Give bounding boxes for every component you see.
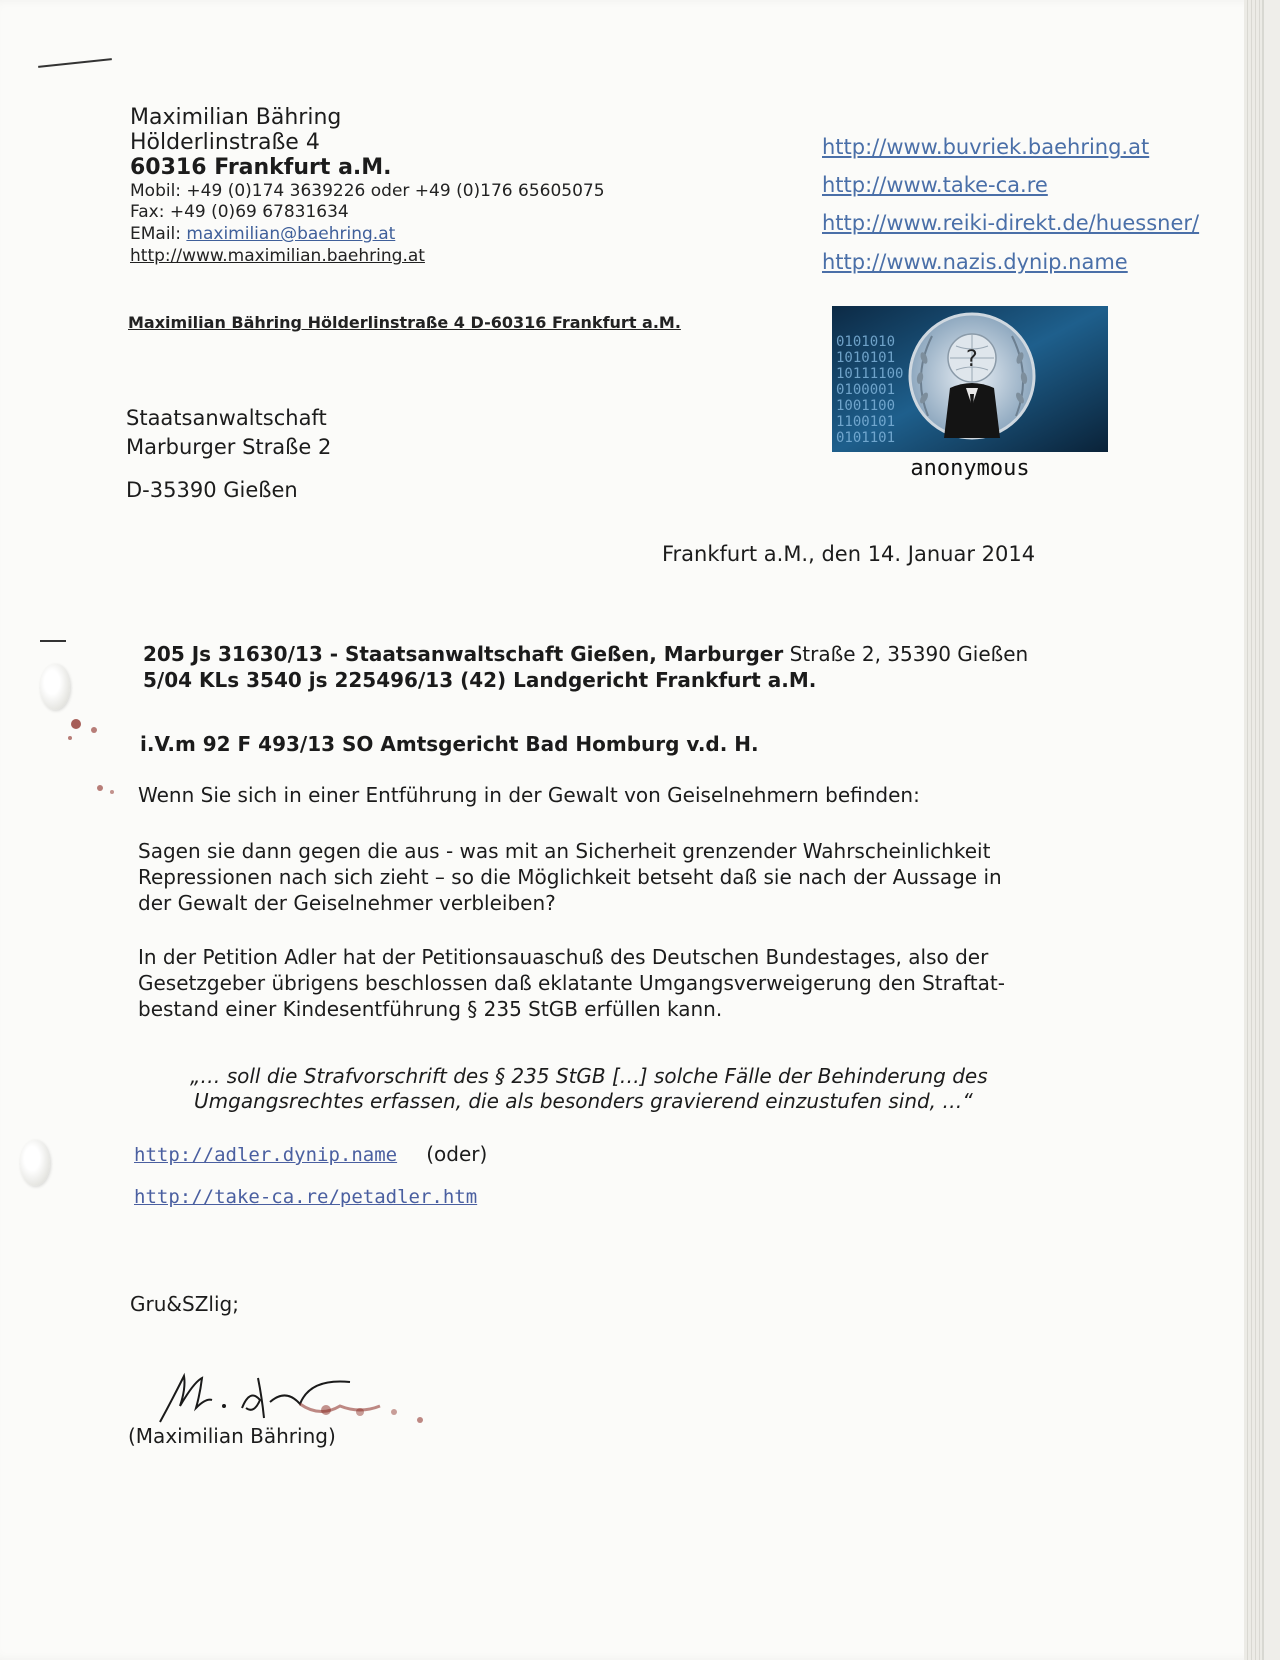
binary-row-4: 0100001 <box>836 382 896 398</box>
paragraph-2-line-1: Sagen sie dann gegen die aus - was mit an Sicherheit grenzender Wahrscheinlichkeit <box>138 839 991 863</box>
web-link-take-care[interactable]: http://www.take-ca.re <box>822 173 1048 198</box>
paragraph-2-line-2: Repressionen nach sich zieht – so die Möglichkeit betseht daß sie nach der Aussage in <box>138 865 1002 889</box>
web-link-buvriek[interactable]: http://www.buvriek.baehring.at <box>822 135 1150 159</box>
stain-spots-left <box>60 700 140 800</box>
paragraph-3-line-1: In der Petition Adler hat der Petitionsauaschuß des Deutschen Bundestages, also der <box>138 945 989 969</box>
binary-row-5: 1001100 <box>836 398 896 414</box>
binary-row-3: 10111100 <box>836 366 904 382</box>
recipient-line-1: Staatsanwaltschaft <box>126 406 327 430</box>
quote-line-1: „… soll die Strafvorschrift des § 235 StGB […] solche Fälle der Behinderung des <box>190 1064 988 1088</box>
sender-city: 60316 Frankfurt a.M. <box>130 154 392 180</box>
paragraph-3-line-3: bestand einer Kindesentführung § 235 StGB erfüllen kann. <box>138 997 723 1021</box>
letter-date: Frankfurt a.M., den 14. Januar 2014 <box>662 542 1036 566</box>
paragraph-3-line-2: Gesetzgeber übrigens beschlossen daß eklatante Umgangsverweigerung den Straftat- <box>138 971 1005 995</box>
quoted-passage <box>190 1064 1010 1114</box>
petition-link-adler[interactable]: http://adler.dynip.name <box>134 1144 398 1166</box>
petition-link-row <box>134 1142 487 1166</box>
margin-mark-top <box>38 58 112 68</box>
anonymous-logo <box>832 306 1108 452</box>
reference-2: 5/04 KLs 3540 js 225496/13 (42) Landgericht Frankfurt a.M. <box>143 667 817 692</box>
body-paragraph-2 <box>138 838 1018 916</box>
sender-name: Maximilian Bähring <box>130 105 342 130</box>
paper-edge-stack <box>1244 0 1262 1660</box>
petition-link-row-2 <box>134 1186 477 1208</box>
sender-address <box>130 106 605 268</box>
reference-1-bold: 205 Js 31630/13 - Staatsanwaltschaft Gießen, Marburger <box>143 642 784 666</box>
anonymous-mask-logo-icon <box>832 306 1108 452</box>
web-links-list <box>822 128 1199 281</box>
web-link-nazis-dynip[interactable]: http://www.nazis.dynip.name <box>822 249 1128 274</box>
return-address-line: Maximilian Bähring Hölderlinstraße 4 D-60316 Frankfurt a.M. <box>128 313 681 332</box>
punch-hole-bottom <box>20 1140 50 1186</box>
recipient-address <box>126 404 331 505</box>
signer-name: (Maximilian Bähring) <box>128 1424 336 1448</box>
binary-row-7: 0101101 <box>836 430 896 446</box>
sender-email-link[interactable]: maximilian@baehring.at <box>186 224 396 245</box>
sender-website-link[interactable]: http://www.maximilian.baehring.at <box>130 245 425 266</box>
binary-row-2: 1010101 <box>836 350 896 366</box>
web-link-reiki[interactable]: http://www.reiki-direkt.de/huessner/ <box>822 211 1200 236</box>
petition-link-take-care[interactable]: http://take-ca.re/petadler.htm <box>134 1186 478 1208</box>
recipient-line-3: D-35390 Gießen <box>126 477 298 502</box>
sender-email-label: EMail: <box>130 224 181 245</box>
body-paragraph-1: Wenn Sie sich in einer Entführung in der Gewalt von Geiselnehmern befinden: <box>138 783 920 807</box>
sender-street: Hölderlinstraße 4 <box>130 129 320 155</box>
reference-3: i.V.m 92 F 493/13 SO Amtsgericht Bad Homburg v.d. H. <box>140 732 759 756</box>
reference-1-rest: Straße 2, 35390 Gießen <box>783 642 1029 666</box>
closing-greeting: Gru&SZlig; <box>130 1292 239 1316</box>
case-references <box>143 642 1028 693</box>
svg-text:?: ? <box>966 347 978 372</box>
margin-mark-middle <box>40 640 66 642</box>
sender-fax: Fax: +49 (0)69 67831634 <box>130 202 349 223</box>
paragraph-2-line-3: der Gewalt der Geiselnehmer verbleiben? <box>138 891 556 915</box>
sender-email-row <box>130 224 605 246</box>
quote-line-2: Umgangsrechtes erfassen, die als besonders gravierend einzustufen sind, …“ <box>194 1089 973 1113</box>
recipient-line-2: Marburger Straße 2 <box>126 434 332 459</box>
logo-caption: anonymous <box>910 456 1030 481</box>
reference-1 <box>143 642 1028 668</box>
binary-row-1: 0101010 <box>836 334 896 350</box>
link-separator-oder: (oder) <box>426 1142 488 1166</box>
sender-mobile: Mobil: +49 (0)174 3639226 oder +49 (0)176 65605075 <box>130 180 605 201</box>
binary-row-6: 1100101 <box>836 414 896 430</box>
body-paragraph-3 <box>138 944 1018 1022</box>
